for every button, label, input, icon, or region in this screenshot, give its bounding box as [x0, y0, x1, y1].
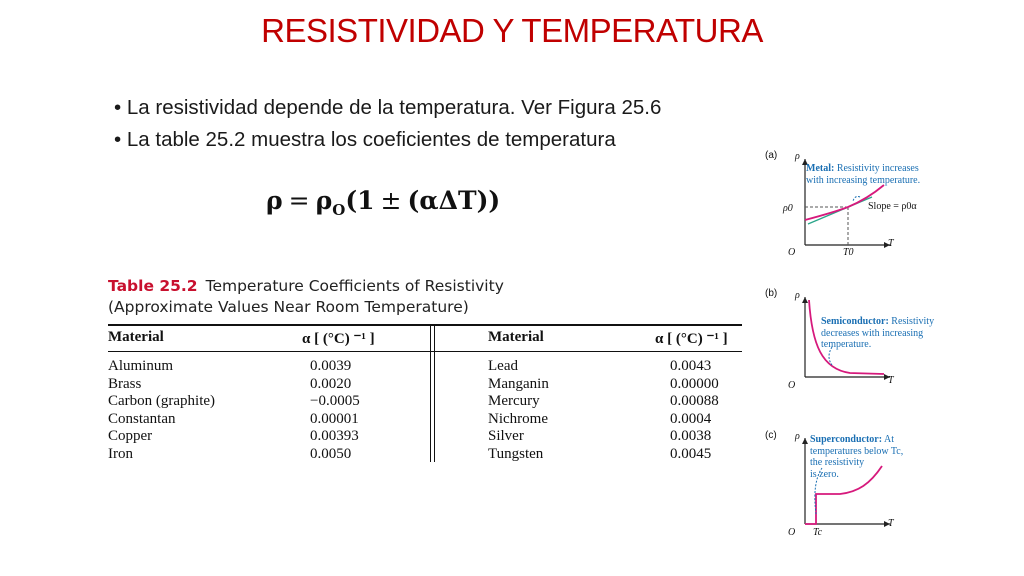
table-cell: Iron [108, 445, 133, 462]
table-cell: 0.0043 [670, 358, 712, 374]
table-right-materials [488, 358, 549, 464]
panel-a-annotation [806, 163, 920, 186]
panel-c-annotation [810, 434, 903, 480]
table-cell: Tungsten [488, 445, 544, 462]
panel-c-ann-line4: is zero. [810, 468, 839, 480]
slide-title: RESISTIVIDAD Y TEMPERATURA [261, 12, 763, 49]
table-header-alpha-right: α [ (°C) ⁻¹ ] [655, 331, 728, 347]
table-header-material-right: Material [488, 329, 544, 345]
table-cell: 0.0038 [670, 428, 712, 445]
bullet-item: • La table 25.2 muestra los coeficientes de temperatura [114, 128, 616, 151]
formula-inner: (αΔT)) [407, 186, 501, 215]
table-header-rule [108, 351, 742, 352]
table-cell: Constantan [108, 410, 176, 427]
table-caption-line2: (Approximate Values Near Room Temperature) [108, 298, 469, 316]
table-cell: 0.0050 [310, 445, 352, 462]
panel-c-ann-line2: temperatures below Tc, [810, 445, 904, 457]
panel-b-ann-line2: decreases with increasing [821, 327, 924, 339]
table-cell: 0.0045 [670, 445, 712, 462]
panel-b-ann-bold: Semiconductor: [821, 316, 889, 327]
table-cell: Nichrome [488, 410, 548, 427]
panel-c-ann-bold: Superconductor: [810, 434, 883, 445]
table-cell: Manganin [488, 375, 549, 392]
formula-rho-sub: O [332, 201, 346, 219]
table-cell: 0.0039 [310, 358, 352, 374]
panel-a-ann-rest: Resistivity increases [834, 163, 919, 174]
formula-open: (1 [345, 186, 375, 215]
table-double-divider [430, 326, 435, 462]
panel-b-label: (b) [765, 288, 778, 299]
bullet-item: • La resistividad depende de la temperatura. Ver Figura 25.6 [114, 96, 662, 119]
table-cell: Copper [108, 428, 153, 445]
table-cell: 0.0004 [670, 410, 712, 427]
table-number: Table 25.2 [108, 277, 198, 295]
table-caption [108, 276, 504, 318]
panel-b-ann-line3: temperature. [821, 339, 872, 350]
panel-a-ann-line2: with increasing temperature. [806, 174, 921, 186]
panel-a-rho-axis: ρ [795, 151, 800, 162]
resistivity-formula [266, 186, 500, 219]
table-cell: Lead [488, 358, 518, 374]
panel-c-ann-line3: the resistivity [810, 457, 865, 468]
panel-a-t0: T0 [843, 247, 854, 258]
table-cell: Mercury [488, 393, 540, 410]
panel-c-tc: Tc [813, 527, 823, 538]
table-cell: Brass [108, 375, 142, 392]
table-top-rule [108, 324, 742, 326]
table-cell: 0.00001 [310, 410, 359, 427]
panel-a-t-axis: T [888, 238, 894, 249]
panel-a-label: (a) [765, 150, 778, 161]
panel-a-ann-bold: Metal: [806, 163, 835, 174]
panel-c-origin: O [788, 527, 796, 538]
table-left-alphas [310, 358, 360, 464]
formula-pm: ± [380, 186, 402, 215]
table-cell: 0.00393 [310, 428, 359, 445]
panel-b-ann-rest: Resistivity [888, 316, 935, 327]
panel-c-rho-axis: ρ [795, 431, 800, 442]
table-caption-line1: Temperature Coefficients of Resistivity [205, 277, 504, 295]
panel-a-slope: Slope = ρ0α [868, 201, 917, 212]
table-cell: Silver [488, 428, 524, 445]
panel-c-ann-rest: At [882, 434, 894, 445]
table-right-alphas [670, 358, 719, 464]
panel-b-annotation [821, 316, 934, 351]
table-cell: Aluminum [108, 358, 174, 374]
panel-a-origin: O [788, 247, 796, 258]
panel-b-t-axis: T [888, 375, 894, 386]
table-header-alpha-left: α [ (°C) ⁻¹ ] [302, 331, 375, 347]
table-left-materials [108, 358, 215, 464]
table-header-material-left: Material [108, 329, 164, 345]
formula-rho: ρ [315, 186, 333, 215]
table-cell: Carbon (graphite) [108, 393, 216, 410]
table-cell: 0.00000 [670, 375, 719, 392]
table-cell: 0.0020 [310, 375, 352, 392]
bullet-list [114, 92, 661, 156]
panel-c-t-axis: T [888, 518, 894, 529]
table-cell: 0.00088 [670, 393, 719, 410]
formula-equals: = [288, 186, 310, 215]
panel-b-rho-axis: ρ [795, 290, 800, 301]
table-cell: −0.0005 [310, 393, 360, 410]
panel-c-label: (c) [765, 430, 777, 441]
formula-lhs: ρ [266, 186, 283, 215]
panel-a-rho0: ρ0 [783, 203, 793, 214]
panel-b-origin: O [788, 380, 796, 391]
